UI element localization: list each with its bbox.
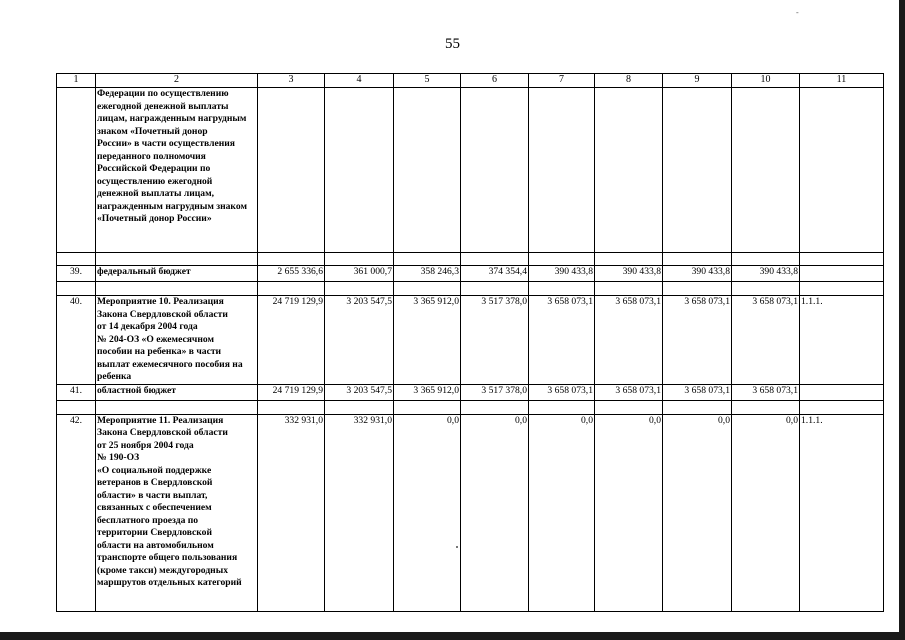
row-name-line: Закона Свердловской области [97,308,228,320]
table-row [57,414,884,611]
value-cell-col-7: 0,0 [529,414,595,611]
spacer-cell [595,282,663,296]
row-name-line: транспорте общего пользования [97,552,238,563]
row-name [96,414,258,611]
spacer-cell [732,282,800,296]
row-index: 42. [57,414,96,611]
value-cell-col-3: 332 931,0 [258,414,325,611]
spacer-cell [529,253,595,266]
program-table [56,73,884,612]
column-header-9: 9 [663,74,732,88]
value-cell-col-8: 0,0 [595,414,663,611]
value-cell-col-10: 390 433,8 [732,266,800,282]
spacer-cell [394,253,461,266]
value-cell-col-10: 3 658 073,1 [732,296,800,385]
value-cell-col-5: 0,0 [394,414,461,611]
spacer-cell [57,282,96,296]
column-header-4: 4 [325,74,394,88]
value-cell-col-9: 0,0 [663,414,732,611]
row-name-line: Федерации по осуществлению [97,88,229,99]
row-name-line: области на автомобильном [97,539,214,551]
row-name-line: Мероприятие 11. Реализация [97,414,224,426]
spacer-cell [595,253,663,266]
row-name-line: переданного полномочия [97,150,206,162]
row-name-line: ежегодной денежной выплаты [97,100,229,112]
column-header-3: 3 [258,74,325,88]
value-cell-col-8: 390 433,8 [595,266,663,282]
column-header-6: 6 [461,74,529,88]
value-cell-col-9: 3 658 073,1 [663,384,732,400]
row-name-line: федеральный бюджет [97,266,191,277]
scan-border-bottom [0,632,905,640]
row-name [96,384,258,400]
target-code [800,384,884,400]
column-header-1: 1 [57,74,96,88]
row-index [57,88,96,253]
value-cell-col-6: 3 517 378,0 [461,296,529,385]
value-cell-col-8 [595,88,663,253]
row-name-line: связанных с обеспечением [97,502,212,513]
value-cell-col-6: 3 517 378,0 [461,384,529,400]
column-header-2: 2 [96,74,258,88]
spacer-cell [732,400,800,414]
value-cell-col-4 [325,88,394,253]
value-cell-col-10: 3 658 073,1 [732,384,800,400]
row-name-line: пособии на ребенка» в части [97,346,222,357]
value-cell-col-5: 3 365 912,0 [394,384,461,400]
row-name-line: от 25 ноября 2004 года [97,439,194,451]
column-header-7: 7 [529,74,595,88]
spacer-cell [394,282,461,296]
spacer-cell [96,282,258,296]
target-code [800,266,884,282]
row-name-line: «Почетный донор России» [97,213,212,224]
spacer-cell [663,282,732,296]
spacer-cell [461,400,529,414]
row-name [96,296,258,385]
scan-border-right [899,0,905,640]
row-name-line: лицам, награжденным нагрудным [97,113,247,124]
value-cell-col-9 [663,88,732,253]
spacer-cell [57,400,96,414]
value-cell-col-4: 332 931,0 [325,414,394,611]
header-row [57,74,884,88]
row-name [96,266,258,282]
value-cell-col-7 [529,88,595,253]
row-name-line: «О социальной поддержке [97,464,212,476]
spacer-row [57,282,884,296]
spacer-cell [258,253,325,266]
spacer-cell [325,253,394,266]
column-header-10: 10 [732,74,800,88]
spacer-cell [663,400,732,414]
row-name-line: России» в части осуществления [97,138,235,149]
spacer-cell [529,282,595,296]
spacer-cell [57,253,96,266]
target-code [800,88,884,253]
row-name [96,88,258,253]
scan-speck [456,546,458,548]
table-row [57,88,884,253]
value-cell-col-4: 3 203 547,5 [325,384,394,400]
value-cell-col-5: 358 246,3 [394,266,461,282]
row-name-line: бесплатного проезда по [97,514,199,526]
row-name-line: осуществлению ежегодной [97,175,213,187]
row-name-line: денежной выплаты лицам, [97,188,215,199]
row-name-line: выплат ежемесячного пособия на [97,358,243,370]
row-index: 41. [57,384,96,400]
spacer-cell [96,253,258,266]
page-number: 55 [445,36,460,52]
row-name-line: знаком «Почетный донор [97,125,208,137]
row-name-line: ветеранов в Свердловской [97,477,213,488]
spacer-cell [800,400,884,414]
value-cell-col-3: 24 719 129,9 [258,384,325,400]
value-cell-col-7: 3 658 073,1 [529,384,595,400]
target-code: 1.1.1. [800,296,884,385]
table-row [57,266,884,282]
spacer-cell [325,400,394,414]
scan-mark: - [796,8,799,17]
row-name-line: области» в части выплат, [97,489,208,501]
value-cell-col-5: 3 365 912,0 [394,296,461,385]
row-name-line: территории Свердловской [97,527,212,538]
column-header-5: 5 [394,74,461,88]
spacer-cell [258,282,325,296]
spacer-row [57,400,884,414]
spacer-cell [96,400,258,414]
value-cell-col-10 [732,88,800,253]
row-name-line: Российской Федерации по [97,163,211,174]
value-cell-col-7: 3 658 073,1 [529,296,595,385]
spacer-cell [461,253,529,266]
row-index: 40. [57,296,96,385]
spacer-cell [529,400,595,414]
column-header-11: 11 [800,74,884,88]
value-cell-col-3: 2 655 336,6 [258,266,325,282]
value-cell-col-3 [258,88,325,253]
spacer-cell [461,282,529,296]
value-cell-col-7: 390 433,8 [529,266,595,282]
column-header-8: 8 [595,74,663,88]
row-name-line: маршрутов отдельных категорий [97,577,242,588]
row-name-line: № 204-ОЗ «О ежемесячном [97,333,214,345]
value-cell-col-6: 0,0 [461,414,529,611]
table-row [57,296,884,385]
row-name-line: Мероприятие 10. Реализация [97,296,224,307]
table-row [57,384,884,400]
value-cell-col-10: 0,0 [732,414,800,611]
row-name-line: (кроме такси) междугородных [97,564,228,576]
row-name-line: № 190-ОЗ [97,452,140,463]
row-name-line: Закона Свердловской области [97,427,228,438]
value-cell-col-8: 3 658 073,1 [595,296,663,385]
spacer-cell [258,400,325,414]
value-cell-col-8: 3 658 073,1 [595,384,663,400]
value-cell-col-9: 390 433,8 [663,266,732,282]
row-name-line: ребенка [97,371,132,382]
row-name-line: областной бюджет [97,384,176,396]
spacer-cell [595,400,663,414]
row-name-line: от 14 декабря 2004 года [97,321,198,332]
spacer-cell [663,253,732,266]
row-index: 39. [57,266,96,282]
value-cell-col-6 [461,88,529,253]
row-name-line: награжденным нагрудным знаком [97,200,247,212]
value-cell-col-4: 3 203 547,5 [325,296,394,385]
table-body [57,88,884,612]
value-cell-col-6: 374 354,4 [461,266,529,282]
spacer-row [57,253,884,266]
spacer-cell [800,253,884,266]
spacer-cell [325,282,394,296]
value-cell-col-5 [394,88,461,253]
value-cell-col-3: 24 719 129,9 [258,296,325,385]
target-code: 1.1.1. [800,414,884,611]
spacer-cell [394,400,461,414]
spacer-cell [732,253,800,266]
value-cell-col-4: 361 000,7 [325,266,394,282]
value-cell-col-9: 3 658 073,1 [663,296,732,385]
spacer-cell [800,282,884,296]
